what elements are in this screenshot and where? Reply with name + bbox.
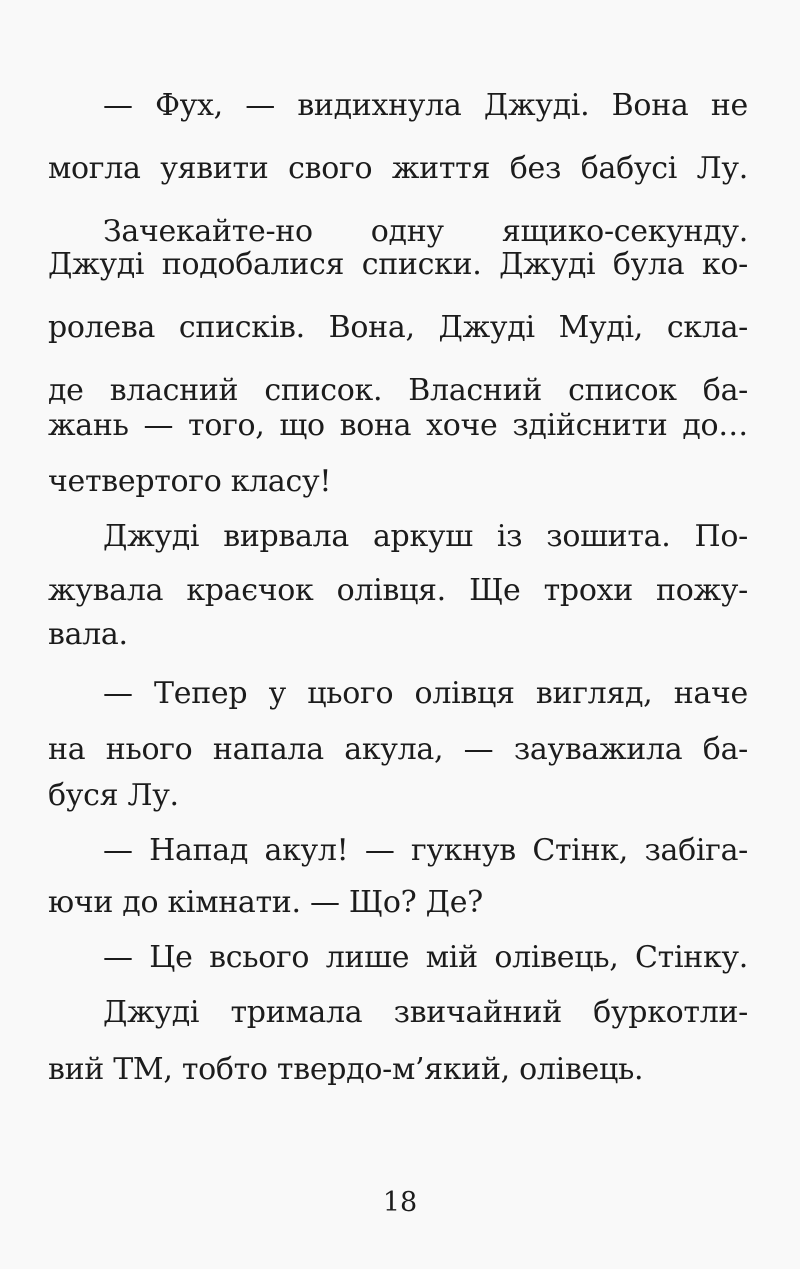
text-line: жань — того, що вона хоче здійснити до… [48, 408, 748, 443]
text-line: ючи до кімнати. — Що? Де? [48, 885, 483, 920]
text-line: Зачекайте-но одну ящико-секунду. [103, 214, 748, 249]
text-line: де власний список. Власний список ба- [48, 373, 748, 408]
text-line: — Це всього лише мій олівець, Стінку. [103, 940, 748, 975]
text-line: на нього напала акула, — зауважила ба- [48, 732, 748, 767]
text-line: — Тепер у цього олівця вигляд, наче [103, 676, 748, 711]
text-line: жувала краєчок олівця. Ще трохи пожу- [48, 573, 748, 608]
text-line: четвертого класу! [48, 464, 332, 499]
text-line: Джуді тримала звичайний буркотли- [103, 995, 748, 1030]
text-line: Джуді подобалися списки. Джуді була ко- [48, 247, 748, 282]
text-line: — Напад акул! — гукнув Стінк, забіга- [103, 833, 748, 868]
text-line: буся Лу. [48, 778, 179, 813]
text-line: вий ТМ, тобто твердо-м’який, олівець. [48, 1052, 644, 1087]
text-line: ролева списків. Вона, Джуді Муді, скла- [48, 310, 748, 345]
text-line: вала. [48, 617, 128, 652]
text-line: — Фух, — видихнула Джуді. Вона не [103, 88, 748, 123]
text-line: Джуді вирвала аркуш із зошита. По- [103, 519, 748, 554]
text-line: могла уявити свого життя без бабусі Лу. [48, 151, 748, 186]
page-number: 18 [382, 1187, 418, 1218]
